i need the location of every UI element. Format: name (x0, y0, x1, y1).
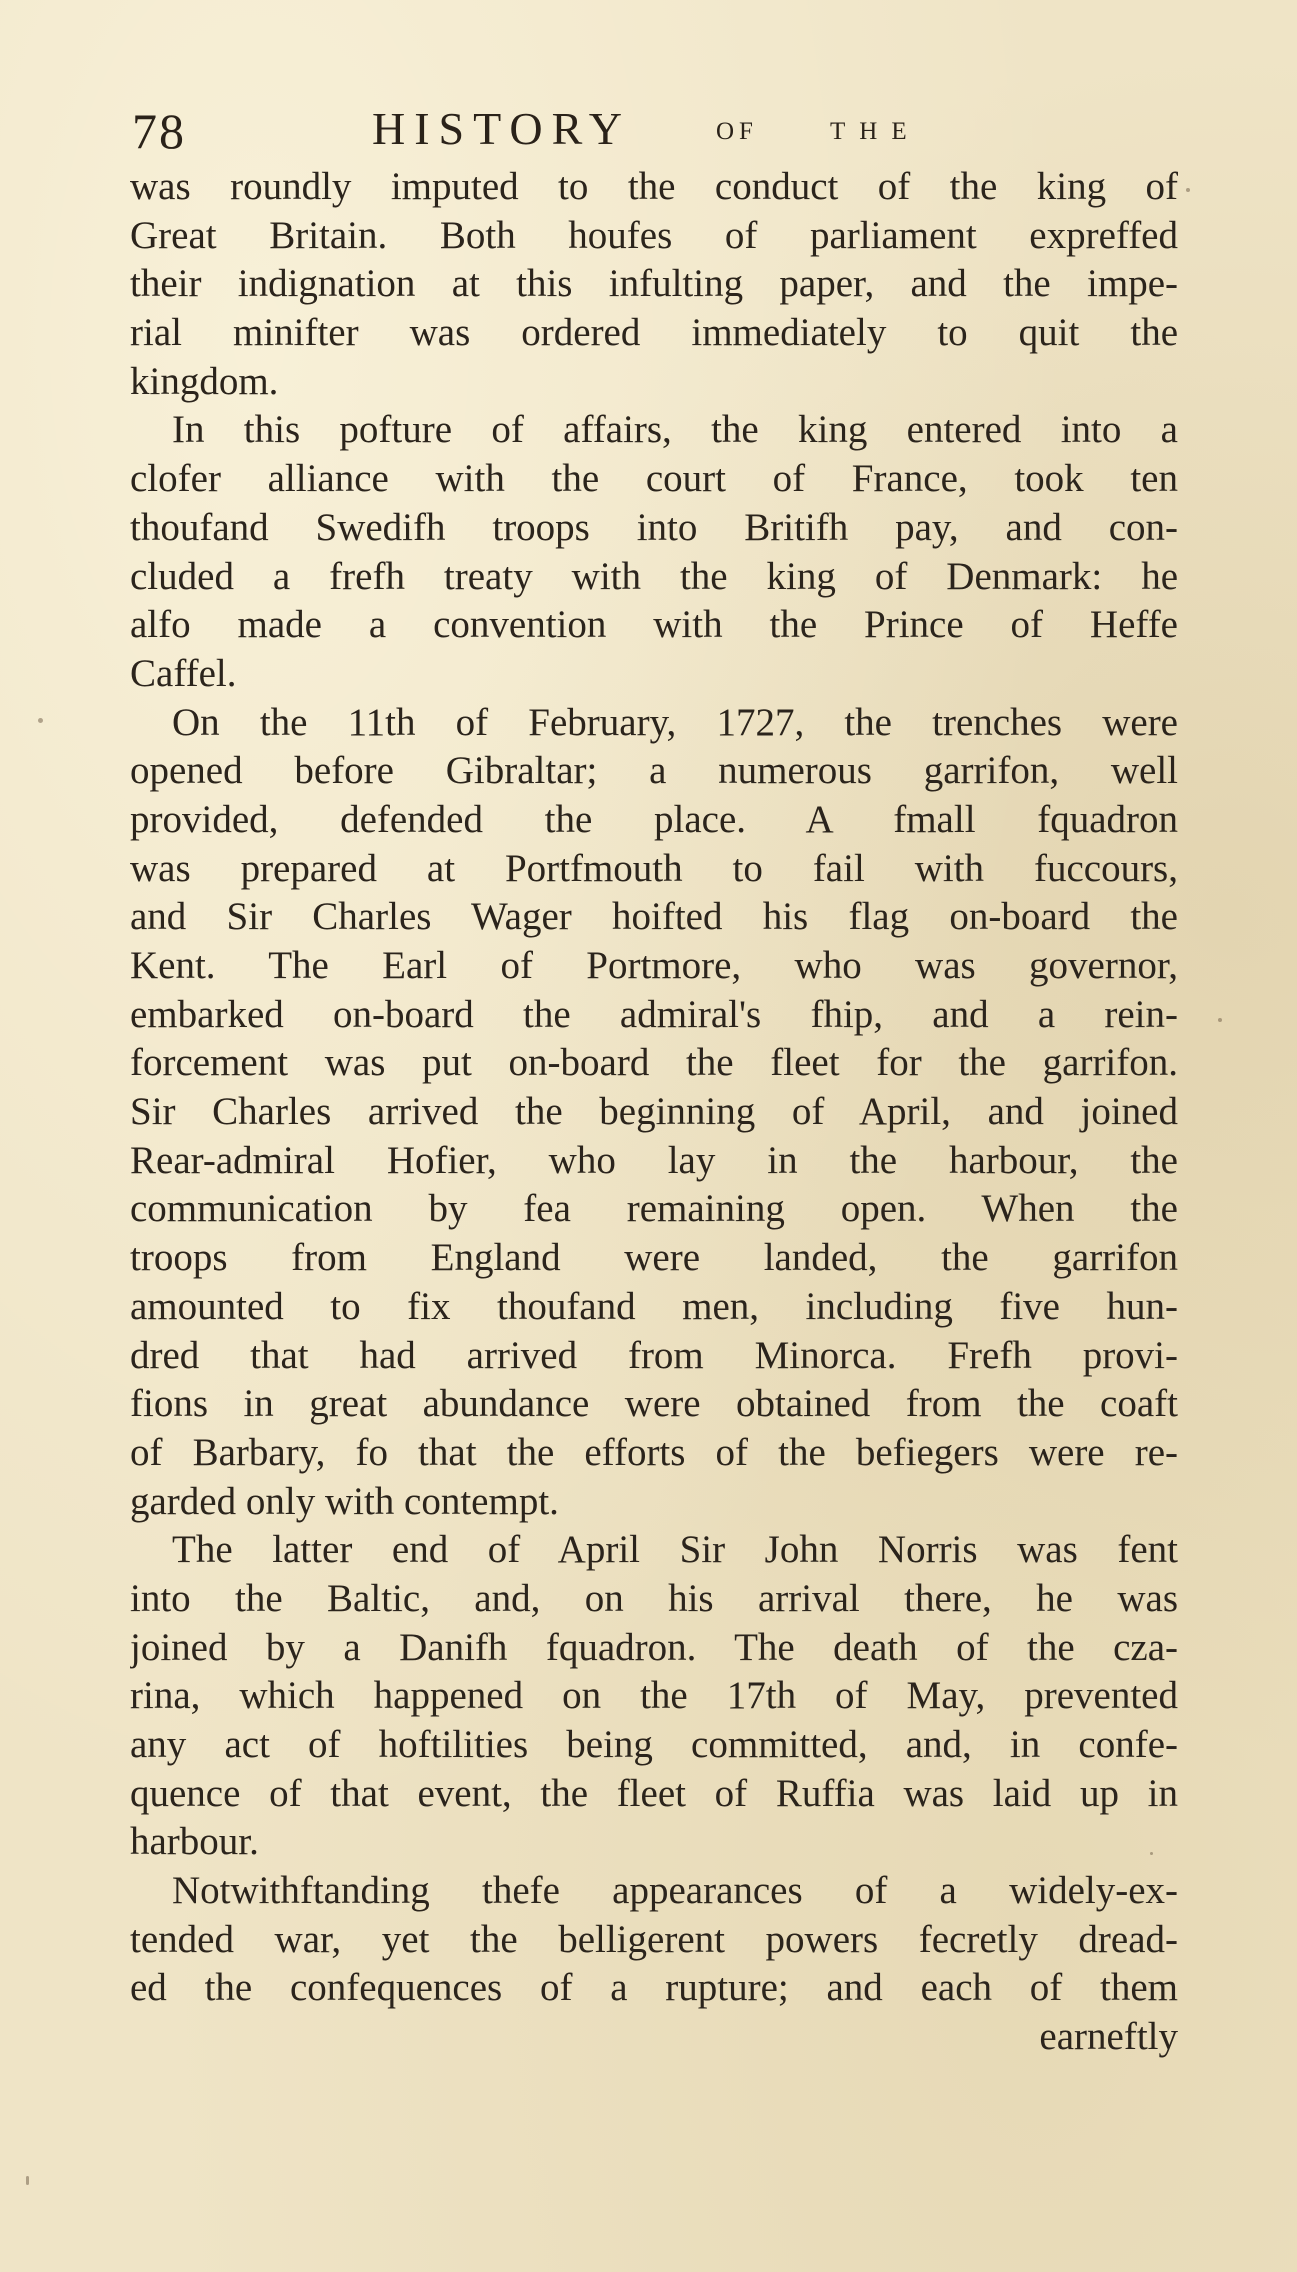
text-line: cluded a frefh treaty with the king of Denmark: he (130, 554, 1178, 598)
text-line: opened before Gibraltar; a numerous garrifon, well (130, 749, 1178, 793)
running-head (132, 100, 1132, 164)
text-line: clofer alliance with the court of France, took ten (130, 457, 1178, 501)
text-line: thoufand Swedifh troops into Britifh pay, and con- (130, 505, 1178, 549)
text-line: communication by fea remaining open. When the (130, 1187, 1178, 1231)
text-line: and Sir Charles Wager hoifted his flag on-board the (130, 895, 1178, 939)
text-line: embarked on-board the admiral's fhip, and a rein- (130, 992, 1178, 1036)
running-head-of: OF (716, 118, 758, 145)
text-line: quence of that event, the fleet of Ruffia was laid up in (130, 1771, 1178, 1815)
text-line: Sir Charles arrived the beginning of April, and joined (130, 1090, 1178, 1134)
text-line: In this pofture of affairs, the king entered into a (172, 408, 1178, 452)
text-line: harbour. (130, 1820, 259, 1864)
text-line: was prepared at Portfmouth to fail with fuccours, (130, 846, 1178, 890)
text-line: of Barbary, fo that the efforts of the befiegers were re- (130, 1430, 1178, 1474)
text-line: Notwithftanding thefe appearances of a widely-ex- (172, 1869, 1178, 1913)
text-line: alfo made a convention with the Prince of Heffe (130, 603, 1178, 647)
text-line: was roundly imputed to the conduct of the king of (130, 165, 1178, 208)
page-number: 78 (132, 103, 186, 159)
paper-speck (1186, 188, 1190, 192)
paper-speck (1150, 1852, 1153, 1855)
text-line: their indignation at this infulting paper, and the impe- (130, 262, 1178, 306)
text-line: any act of hoftilities being committed, and, in confe- (130, 1723, 1178, 1766)
text-line: On the 11th of February, 1727, the trenches were (172, 700, 1178, 744)
paper-speck (38, 718, 43, 723)
text-line: garded only with contempt. (130, 1479, 559, 1523)
text-line: rial minifter was ordered immediately to quit the (130, 311, 1178, 355)
text-line: Great Britain. Both houfes of parliament expreffed (130, 213, 1178, 257)
text-line: into the Baltic, and, on his arrival there, he was (130, 1576, 1178, 1620)
text-line: provided, defended the place. A fmall fquadron (130, 797, 1178, 841)
text-line: tended war, yet the belligerent powers fecretly dread- (130, 1917, 1178, 1961)
running-head-the: THE (830, 118, 921, 145)
text-line: Caffel. (130, 651, 237, 695)
text-line: joined by a Danifh fquadron. The death of the cza- (130, 1625, 1178, 1669)
text-line: forcement was put on-board the fleet for the garrifon. (130, 1041, 1178, 1085)
text-line: dred that had arrived from Minorca. Frefh provi- (130, 1333, 1178, 1377)
running-head-title: HISTORY (372, 103, 631, 154)
text-line: amounted to fix thoufand men, including five hun- (130, 1284, 1178, 1328)
text-line: Kent. The Earl of Portmore, who was governor, (130, 944, 1178, 987)
text-line: kingdom. (130, 359, 279, 403)
text-line: Rear-admiral Hofier, who lay in the harbour, the (130, 1138, 1178, 1182)
text-line: ed the confequences of a rupture; and each of them (130, 1966, 1178, 2010)
text-line: fions in great abundance were obtained from the coaft (130, 1382, 1178, 1426)
paper-speck (1218, 1018, 1222, 1022)
text-line: The latter end of April Sir John Norris was fent (172, 1528, 1178, 1572)
text-line: rina, which happened on the 17th of May, prevented (130, 1674, 1178, 1718)
text-line: troops from England were landed, the garrifon (130, 1236, 1178, 1280)
body-text (130, 163, 1178, 2062)
catchword: earneftly (1039, 2015, 1178, 2059)
paper-speck (26, 2176, 29, 2185)
